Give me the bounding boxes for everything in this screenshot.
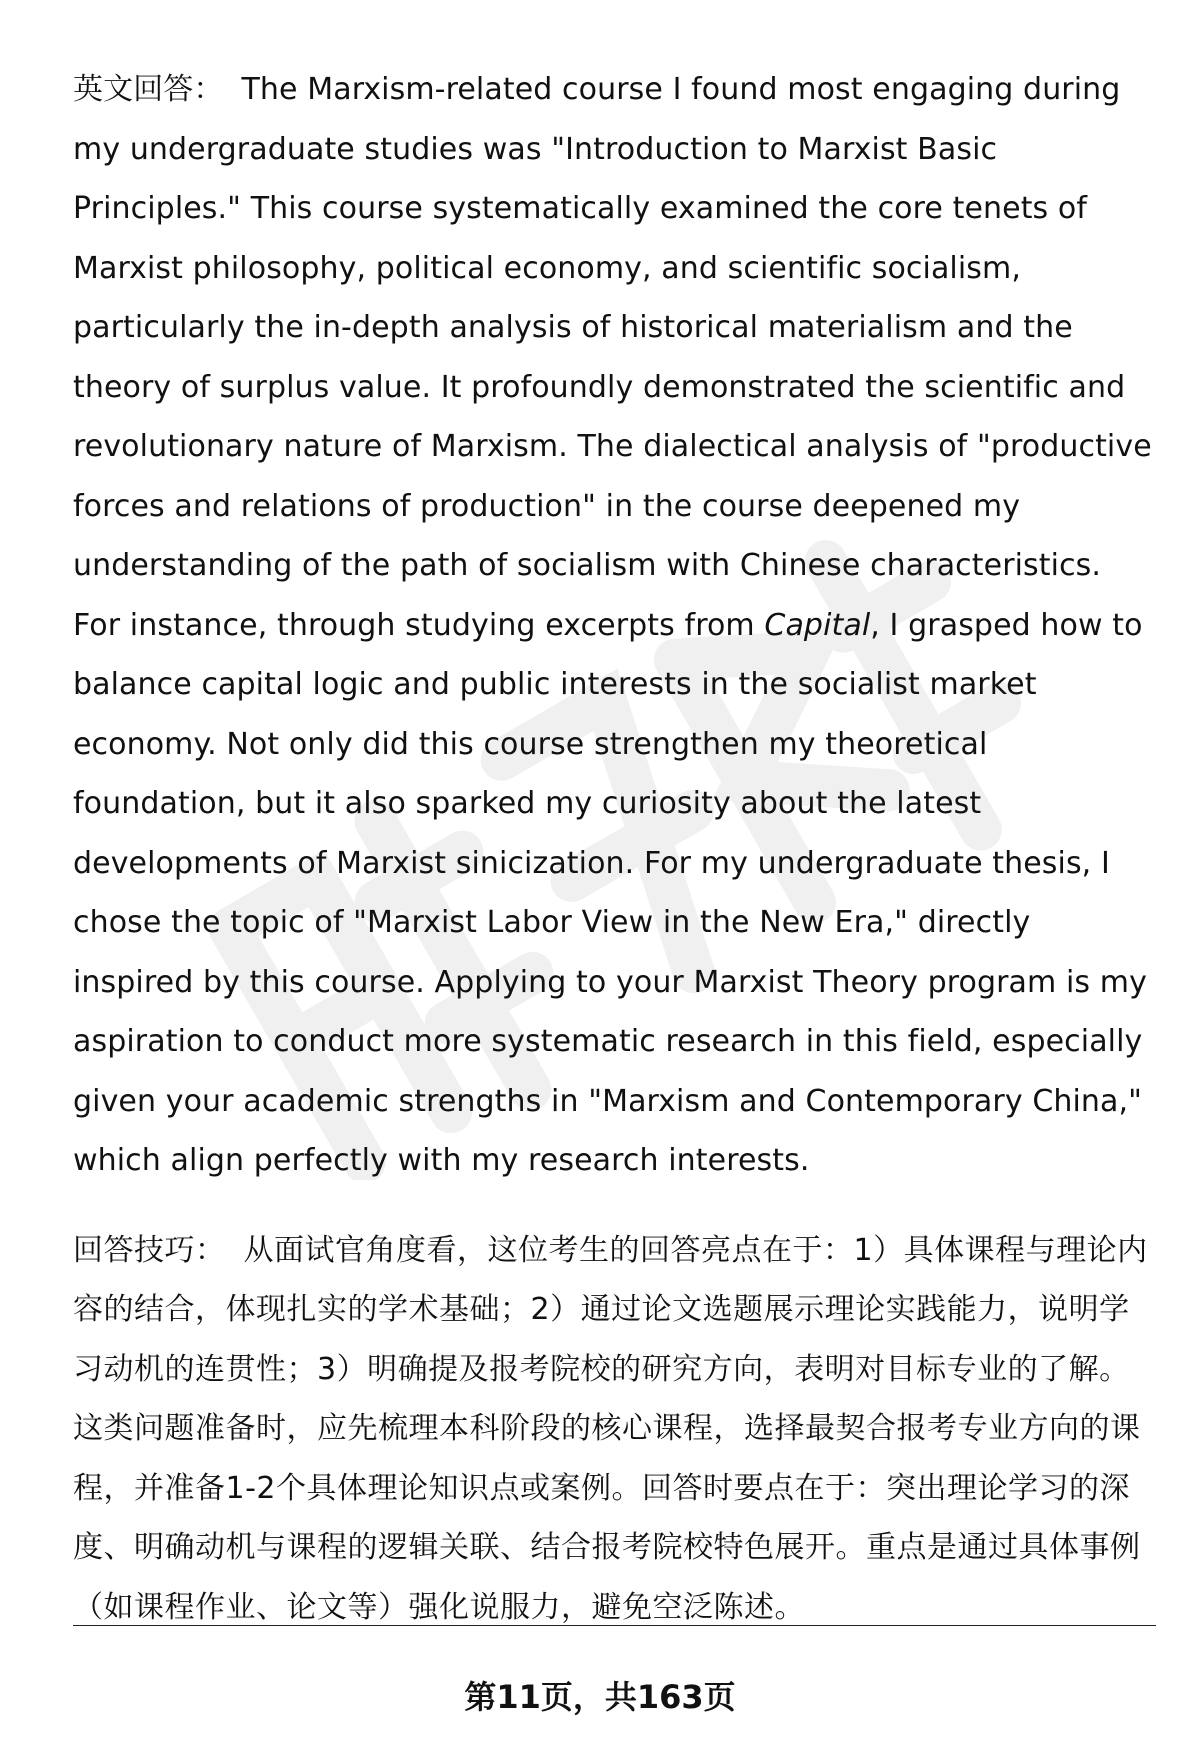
answer-tips-label: 回答技巧： [73, 1232, 226, 1268]
english-answer-text-part2: , I grasped how to balance capital logic and public interests in the socialist market economy. Not only did this course strengthen my theoretical foundation, but it also sparked my curiosity about the latest developments of Marxist sinicization. For my undergraduate thesis, I chose the topic of "Marxist Labor View in the New Era," directly inspired by this course. Applying to your Marxist Theory program is my aspiration to conduct more systematic research in this field, especially given your academic strengths in "Marxism and Contemporary China," which align perfectly with my research interests. [73, 607, 1147, 1178]
english-answer-text-part1: The Marxism-related course I found most engaging during my undergraduate studies was "Introduction to Marxist Basic Principles." This course systematically examined the core tenets of Marxist philosophy, political economy, and scientific socialism, particularly the in-depth analysis of historical materialism and the theory of surplus value. It profoundly demonstrated the scientific and revolutionary nature of Marxism. The dialectical analysis of "productive forces and relations of production" in the course deepened my understanding of the path of socialism with Chinese characteristics. For instance, through studying excerpts from [73, 72, 1152, 643]
answer-tips-text: 从面试官角度看，这位考生的回答亮点在于：1）具体课程与理论内容的结合，体现扎实的学术基础；2）通过论文选题展示理论实践能力，说明学习动机的连贯性；3）明确提及报考院校的研究方向，表明对目标专业的了解。这类问题准备时，应先梳理本科阶段的核心课程，选择最契合报考专业方向的课程，并准备1-2个具体理论知识点或案例。回答时要点在于：突出理论学习的深度、明确动机与课程的逻辑关联、结合报考院校特色展开。重点是通过具体事例（如课程作业、论文等）强化说服力，避免空泛陈述。 [73, 1232, 1148, 1625]
answer-tips-paragraph [73, 1221, 1153, 1638]
page-content [73, 60, 1153, 1637]
english-answer-label: 英文回答： [73, 72, 224, 107]
english-answer-paragraph [73, 60, 1153, 1191]
book-title-capital: Capital [764, 607, 871, 643]
page-number: 第11页，共163页 [464, 1678, 736, 1716]
